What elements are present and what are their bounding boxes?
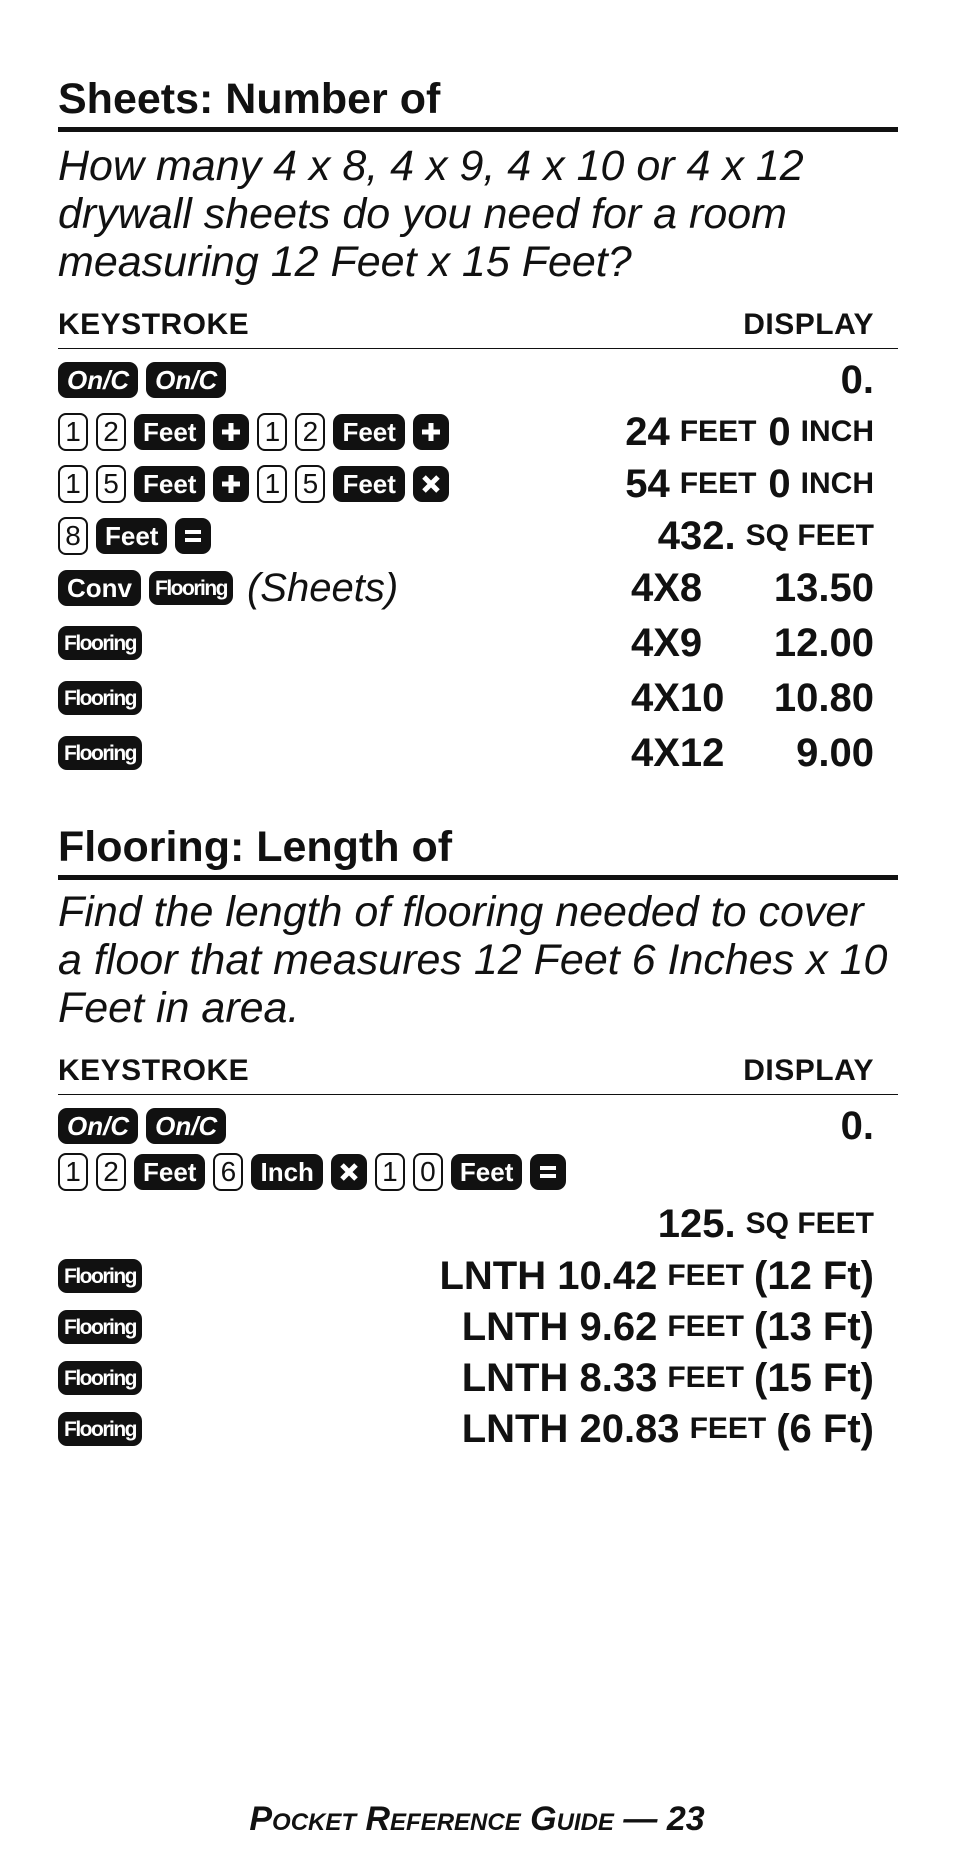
feet-key: Feet <box>451 1154 522 1190</box>
digit-key: 1 <box>257 465 287 503</box>
keystroke-header: KEYSTROKE <box>58 1054 250 1087</box>
on-c-key: On/C <box>146 362 226 398</box>
keystroke-header: KEYSTROKE <box>58 308 250 341</box>
display-value <box>439 1252 874 1300</box>
sheets-row-6 <box>58 619 898 667</box>
roll-width: (15 Ft) <box>754 1355 874 1400</box>
inch-key: Inch <box>251 1154 322 1190</box>
on-c-key: On/C <box>58 362 138 398</box>
display-value <box>462 1354 874 1402</box>
display-unit: INCH <box>800 415 874 448</box>
sheets-row-2 <box>58 408 898 456</box>
display-number: 0 <box>768 409 791 454</box>
roll-width: (6 Ft) <box>776 1406 874 1451</box>
sheets-row-1 <box>58 356 898 404</box>
display-value <box>658 512 874 560</box>
length-unit: FEET <box>667 1361 744 1394</box>
display-number: 54 <box>625 461 670 506</box>
multiply-key-icon <box>331 1154 367 1190</box>
sheets-row-3 <box>58 460 898 508</box>
flooring-result-row <box>58 1405 898 1453</box>
sheet-size: 4X9 <box>631 620 703 665</box>
flooring-key: Flooring <box>58 1361 142 1395</box>
digit-key: 1 <box>58 1153 88 1191</box>
flooring-row-2 <box>58 1148 898 1196</box>
length-label: LNTH <box>439 1253 547 1298</box>
display-number: 24 <box>625 409 670 454</box>
display-value <box>625 408 874 456</box>
flooring-key: Flooring <box>58 1259 142 1293</box>
flooring-key: Flooring <box>58 1310 142 1344</box>
display-value <box>658 1200 874 1248</box>
equals-key-icon <box>175 518 211 554</box>
feet-key: Feet <box>134 414 205 450</box>
length-label: LNTH <box>461 1304 569 1349</box>
display-value <box>462 1303 874 1351</box>
length-unit: FEET <box>689 1412 767 1445</box>
flooring-question: Find the length of flooring needed to cover a floor that measures 12 Feet 6 Inches x 10 Feet in area. <box>58 888 888 1032</box>
digit-key: 1 <box>257 413 287 451</box>
sheet-size: 4X10 <box>631 675 725 720</box>
feet-key: Feet <box>333 466 404 502</box>
length-unit: FEET <box>667 1310 744 1343</box>
display-value: 0. <box>840 357 874 402</box>
display-value <box>462 1405 874 1453</box>
display-unit: SQ FEET <box>745 1207 874 1240</box>
digit-key: 2 <box>96 413 126 451</box>
flooring-key: Flooring <box>58 681 142 715</box>
display-number: 432. <box>657 513 736 558</box>
digit-key: 1 <box>58 465 88 503</box>
display-header: DISPLAY <box>743 308 874 341</box>
flooring-key: Flooring <box>58 736 142 770</box>
flooring-key: Flooring <box>58 1412 142 1446</box>
sheet-count: 10.80 <box>773 675 874 720</box>
display-value <box>625 460 874 508</box>
digit-key: 2 <box>295 413 325 451</box>
on-c-key: On/C <box>146 1108 226 1144</box>
flooring-result-row <box>58 1252 898 1300</box>
digit-key: 5 <box>96 465 126 503</box>
sheet-count: 13.50 <box>773 565 874 610</box>
sheet-size: 4X8 <box>631 565 703 610</box>
conv-key: Conv <box>58 570 141 606</box>
flooring-result-row <box>58 1303 898 1351</box>
equals-key-icon <box>530 1154 566 1190</box>
sheets-row-7 <box>58 674 898 722</box>
flooring-section-title: Flooring: Length of <box>58 826 898 880</box>
digit-key: 0 <box>413 1153 443 1191</box>
page-footer: Pocket Reference Guide — 23 <box>249 1800 705 1838</box>
length-value: 8.33 <box>579 1355 658 1400</box>
plus-key-icon <box>213 414 249 450</box>
length-label: LNTH <box>461 1355 569 1400</box>
display-number: 125. <box>657 1201 736 1246</box>
length-unit: FEET <box>667 1259 744 1292</box>
flooring-key: Flooring <box>149 571 233 605</box>
sheet-size: 4X12 <box>631 730 725 775</box>
on-c-key: On/C <box>58 1108 138 1144</box>
multiply-key-icon <box>413 466 449 502</box>
digit-key: 8 <box>58 517 88 555</box>
sheet-count: 9.00 <box>796 730 874 775</box>
digit-key: 5 <box>295 465 325 503</box>
sheets-row-4 <box>58 512 898 560</box>
length-value: 20.83 <box>579 1406 680 1451</box>
sheets-row-8 <box>58 729 898 777</box>
feet-key: Feet <box>96 518 167 554</box>
flooring-result-row <box>58 1354 898 1402</box>
sheets-note: (Sheets) <box>246 565 399 610</box>
feet-key: Feet <box>134 1154 205 1190</box>
display-unit: FEET <box>679 467 757 500</box>
length-label: LNTH <box>461 1406 569 1451</box>
length-value: 10.42 <box>557 1253 658 1298</box>
display-number: 0 <box>768 461 791 506</box>
display-header: DISPLAY <box>743 1054 874 1087</box>
display-unit: INCH <box>800 467 874 500</box>
sheets-question: How many 4 x 8, 4 x 9, 4 x 10 or 4 x 12 drywall sheets do you need for a room measuring 12 Feet x 15 Feet? <box>58 142 804 286</box>
digit-key: 1 <box>58 413 88 451</box>
flooring-row-1 <box>58 1102 898 1150</box>
display-unit: FEET <box>679 415 757 448</box>
flooring-key: Flooring <box>58 626 142 660</box>
digit-key: 6 <box>213 1153 243 1191</box>
flooring-row-3 <box>58 1200 898 1248</box>
sheet-count: 12.00 <box>773 620 874 665</box>
digit-key: 2 <box>96 1153 126 1191</box>
roll-width: (13 Ft) <box>754 1304 874 1349</box>
flooring-column-header <box>58 1054 898 1095</box>
display-unit: SQ FEET <box>745 519 874 552</box>
feet-key: Feet <box>134 466 205 502</box>
display-value: 0. <box>840 1103 874 1148</box>
roll-width: (12 Ft) <box>754 1253 874 1298</box>
plus-key-icon <box>413 414 449 450</box>
plus-key-icon <box>213 466 249 502</box>
digit-key: 1 <box>375 1153 405 1191</box>
sheets-section-title: Sheets: Number of <box>58 78 898 132</box>
length-value: 9.62 <box>579 1304 658 1349</box>
sheets-row-5 <box>58 564 898 612</box>
sheets-column-header <box>58 308 898 349</box>
feet-key: Feet <box>333 414 404 450</box>
